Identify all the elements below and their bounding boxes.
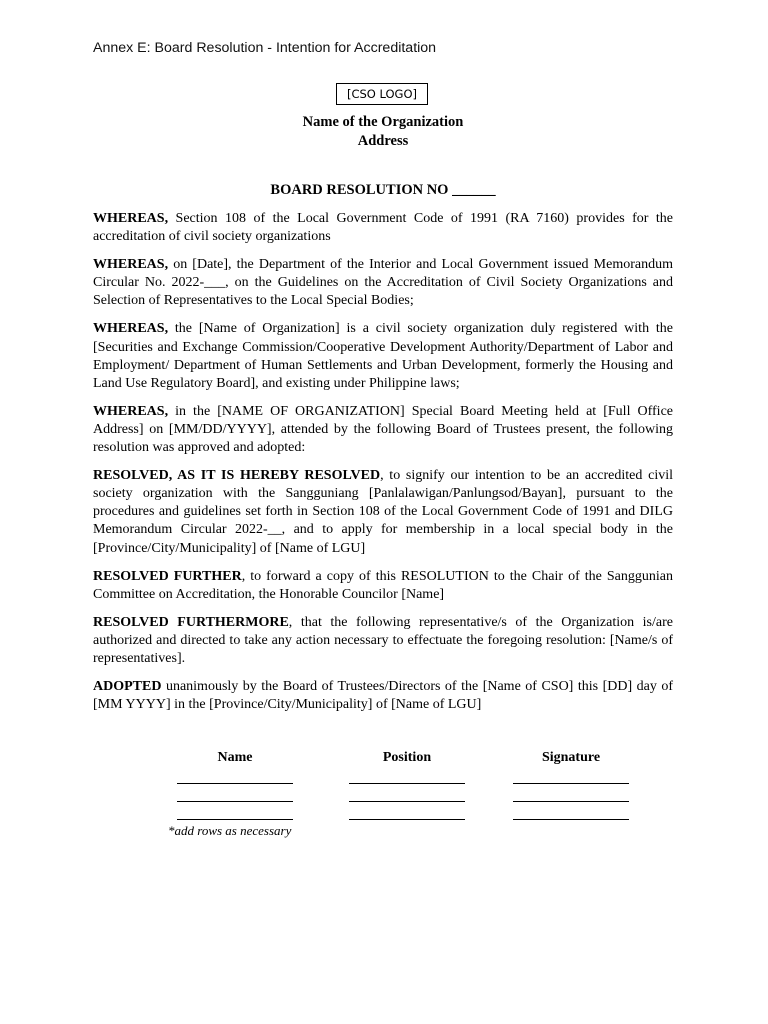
organization-address: Address — [357, 133, 409, 149]
position-blank-line — [349, 783, 465, 784]
paragraph-lead: WHEREAS, — [93, 321, 169, 337]
resolution-body — [93, 210, 673, 724]
whereas-paragraph-2 — [93, 256, 673, 310]
name-blank-line — [177, 819, 293, 820]
signature-blank-line — [513, 801, 629, 802]
resolved-further-paragraph — [93, 568, 673, 604]
paragraph-text: in the [NAME OF ORGANIZATION] Special Board Meeting held at [Full Office Address] on [MM/DD/YYYY], attended by the following Board of Trustees present, the following resolution was approved and adopted: — [93, 403, 673, 456]
position-blank-line — [349, 801, 465, 802]
signature-blank-line — [513, 783, 629, 784]
name-blank-line — [177, 801, 293, 802]
paragraph-text: , that the following representative/s of the Organization is/are authorized and directed to take any action necessary to effectuate the foregoing resolution: [Name/s of representatives]. — [93, 614, 673, 666]
position-blank-line — [349, 819, 465, 820]
add-rows-note: *add rows as necessary — [168, 823, 292, 838]
paragraph-text: the [Name of Organization] is a civil society organization duly registered with the [Securities and Exchange Commission/Cooperative Development Authority/Department of Labor and Employment/ Department of Human Settlements and Urban Development, formerly the Housing and Land Use Regulatory Board], and existing under Philippine laws; — [93, 321, 673, 391]
paragraph-text: Section 108 of the Local Government Code of 1991 (RA 7160) provides for the accreditation of civil society organizations — [93, 211, 673, 245]
paragraph-text: unanimously by the Board of Trustees/Directors of the [Name of CSO] this [DD] day of [MM YYYY] in the [Province/City/Municipality] of [Name of LGU] — [93, 679, 673, 713]
whereas-paragraph-1 — [93, 210, 673, 246]
resolved-furthermore-paragraph — [93, 614, 673, 668]
paragraph-text: , to signify our intention to be an accredited civil society organization with the Sangguniang [Panlalawigan/Panlungsod/Bayan], pursuant to the procedures and guidelines set forth in Section 108 of the Local Government Code of 1991 and DILG Memorandum Circular 2022-__, and to apply for membership in a local special body in the [Province/City/Municipality] of [Name of LGU] — [93, 468, 673, 556]
whereas-paragraph-4 — [93, 403, 673, 457]
organization-name: Name of the Organization — [302, 114, 464, 130]
paragraph-lead: ADOPTED — [93, 679, 162, 695]
paragraph-lead: WHEREAS, — [93, 403, 169, 419]
column-header-name: Name — [217, 750, 253, 765]
paragraph-lead: RESOLVED FURTHER — [93, 568, 242, 584]
resolved-paragraph — [93, 467, 673, 557]
adopted-paragraph — [93, 678, 673, 714]
column-header-signature: Signature — [541, 750, 601, 765]
paragraph-lead: RESOLVED, AS IT IS HEREBY RESOLVED — [93, 468, 381, 484]
column-header-position: Position — [382, 750, 432, 765]
paragraph-text: on [Date], the Department of the Interior and Local Government issued Memorandum Circular No. 2022-___, on the Guidelines on the Accreditation of Civil Society Organizations and Selection of Representatives to the Local Special Bodies; — [93, 257, 673, 309]
paragraph-lead: RESOLVED FURTHERMORE — [93, 614, 289, 630]
whereas-paragraph-3 — [93, 320, 673, 392]
paragraph-lead: WHEREAS, — [93, 211, 169, 226]
resolution-title: BOARD RESOLUTION NO ______ — [270, 182, 496, 198]
paragraph-text: , to forward a copy of this RESOLUTION to the Chair of the Sanggunian Committee on Accreditation, the Honorable Councilor [Name] — [93, 568, 673, 602]
paragraph-lead: WHEREAS, — [93, 257, 169, 273]
name-blank-line — [177, 783, 293, 784]
signature-blank-line — [513, 819, 629, 820]
annex-title: Annex E: Board Resolution - Intention for Accreditation — [93, 40, 437, 56]
logo-placeholder: [CSO LOGO] — [336, 83, 428, 105]
